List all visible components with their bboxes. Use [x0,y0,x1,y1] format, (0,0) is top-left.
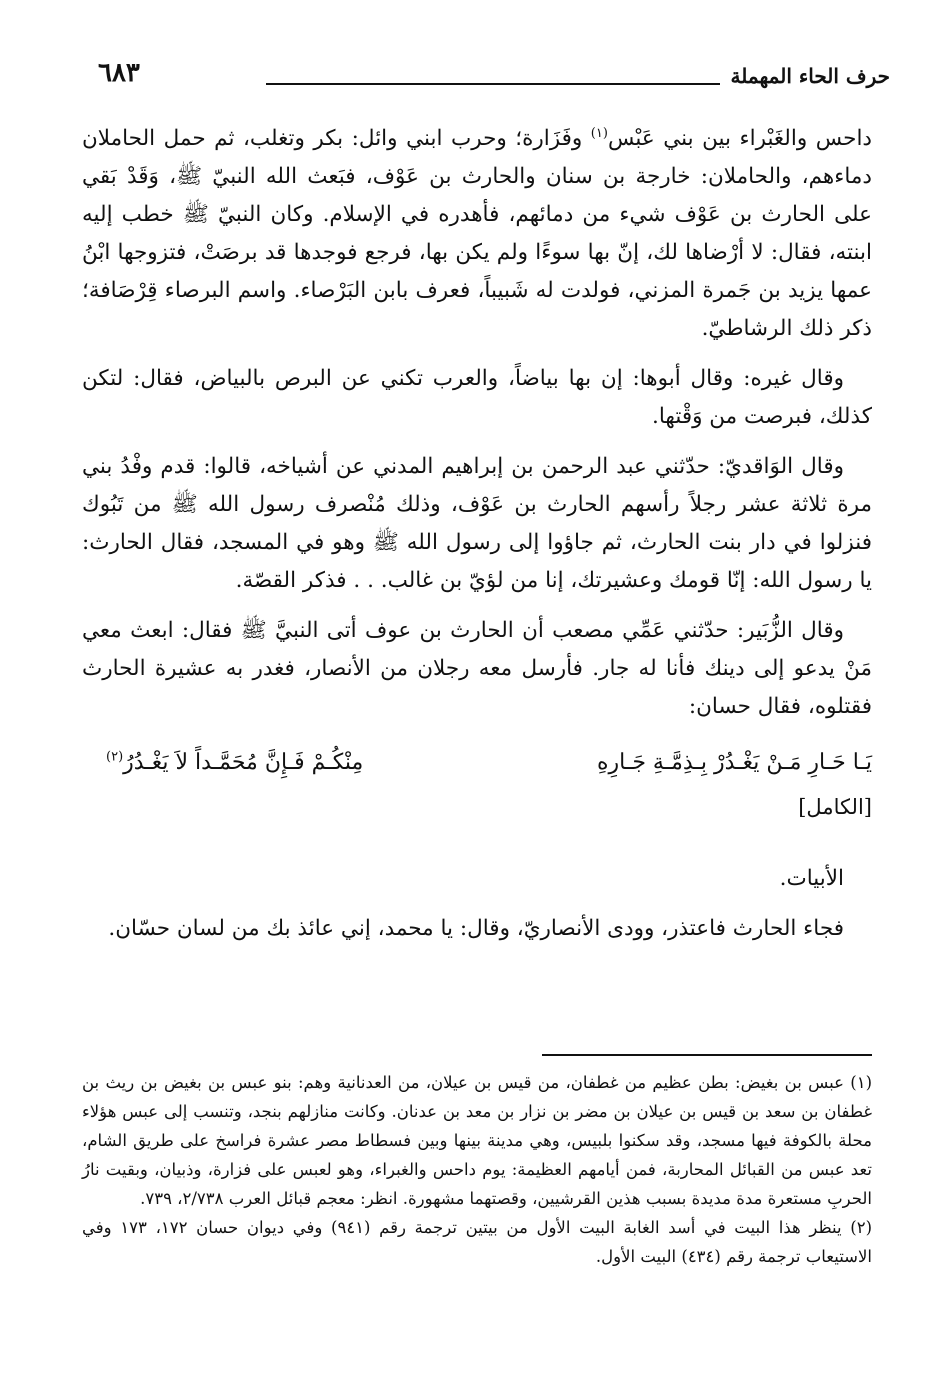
paragraph-1-end: وفَزَارة؛ وحرب ابني وائل: بكر وتغلب، ثم حمل الحاملان دماءهم، والحاملان: خارجة بن سنان والحارث بن عَوْف، فبَعث الله النبيّ ﷺ، وَقَدْ بَقي على الحارث بن عَوْف شيء من دمائهم، فأهدره في الإسلام. وكان النبيّ ﷺ خطب إليه ابنته، فقال: لا أرْضاها لك، إنّ بها سوءًا ولم يكن بها، فرجع فوجدها قد برصَتْ، فتزوجها ابْنُ عمها يزيد بن جَمرة المزني، فولدت له شَبيباً، فعرف بابن البَرْصاء. واسم البرصاء قِرْصَافة؛ ذكر ذلك الرشاطيّ. [82,126,872,341]
paragraph-4: وقال الزُّبَير: حدّثني عَمِّي مصعب أن الحارث بن عوف أتى النبيَّ ﷺ فقال: ابعث معي مَنْ يدعو إلى دينك فأنا له جار. فأرسل معه رجلان من الأنصار، فغدر به عشيرة الحارث فقتلوه، فقال حسان: [82,618,872,719]
main-text [82,120,872,960]
verse-second-text: مِنْكُـمْ فَـإِنَّ مُحَمَّـداً لاَ يَغْـدُرُ [123,750,364,775]
paragraph-1-start: داحس والغَبْراء بين بني عَبْس [607,126,872,151]
poem-verse [82,744,872,788]
footnote-separator [542,1054,872,1056]
paragraph-5: فجاء الحارث فاعتذر، وودى الأنصاريّ، وقال: يا محمد، إني عائذ بك من لسان حسّان. [108,916,844,941]
page-header [98,58,890,94]
poem-meter: [الكامل] [798,795,872,819]
running-title: حرف الحاء المهملة [730,64,890,88]
header-rule [266,83,720,85]
page-number: ٦٨٣ [98,58,140,88]
footnote-ref-1[interactable]: (١) [590,125,608,141]
paragraph-3: وقال الوَاقديّ: حدّثني عبد الرحمن بن إبراهيم المدني عن أشياخه، قالوا: قدم وفْدُ بني مرة ثلاثة عشر رجلاً رأسهم الحارث بن عَوْف، وذلك مُنْصرف رسول الله ﷺ من تَبُوك فنزلوا في دار بنت الحارث، ثم جاؤوا إلى رسول الله ﷺ وهو في المسجد، فقال الحارث: يا رسول الله: إنّا قومك وعشيرتك، إنا من لؤيّ بن غالب. . . فذكر القصّة. [82,454,872,593]
footnote-ref-2[interactable]: (٢) [106,749,124,765]
footnotes [82,1068,872,1271]
abyat-line: الأبيات. [779,866,844,891]
footnote-1: (١) عبس بن بغيض: بطن عظيم من غطفان، من قيس بن عيلان، من العدنانية وهم: بنو عبس بن بغيض بن ريث بن غطفان بن سعد بن قيس بن عيلان بن مضر بن نزار بن معد بن عدنان. وكانت منازلهم بنجد، وتنسب إلى عبس هؤلاء محلة بالكوفة فيها مسجد، وقد سكنوا بلبيس، وهي مدينة بينها وبين فسطاط مصر عشرة فراسخ على طريق الشام، تعد عبس من القبائل المحاربة، فمن أيامهم العظيمة: يوم داحس والغبراء، وهو لعبس على فزارة، وذبيان، وبقيت نارُ الحربِ مستعرة مدة مديدة بسبب هذين القرشيين، وقصتهما مشهورة. انظر: معجم قبائل العرب ٢/٧٣٨، ٧٣٩. [82,1073,872,1208]
verse-first-hemistich: يَـا حَـارِ مَـنْ يَغْـدُرْ بِـذِمَّـةِ جَـارِهِ [597,750,872,775]
paragraph-2: وقال غيره: وقال أبوها: إن بها بياضاً، والعرب تكني عن البرص بالبياض، فقال: لتكن كذلك، فبرصت من وَقْتها. [82,366,872,429]
paragraph-1 [82,120,872,348]
footnote-2: (٢) ينظر هذا البيت في أسد الغابة البيت الأول من بيتين ترجمة رقم (٩٤١) وفي ديوان حسان ١٧٢، ١٧٣ وفي الاستيعاب ترجمة رقم (٤٣٤) البيت الأول. [82,1218,872,1266]
verse-second-hemistich [106,744,363,782]
